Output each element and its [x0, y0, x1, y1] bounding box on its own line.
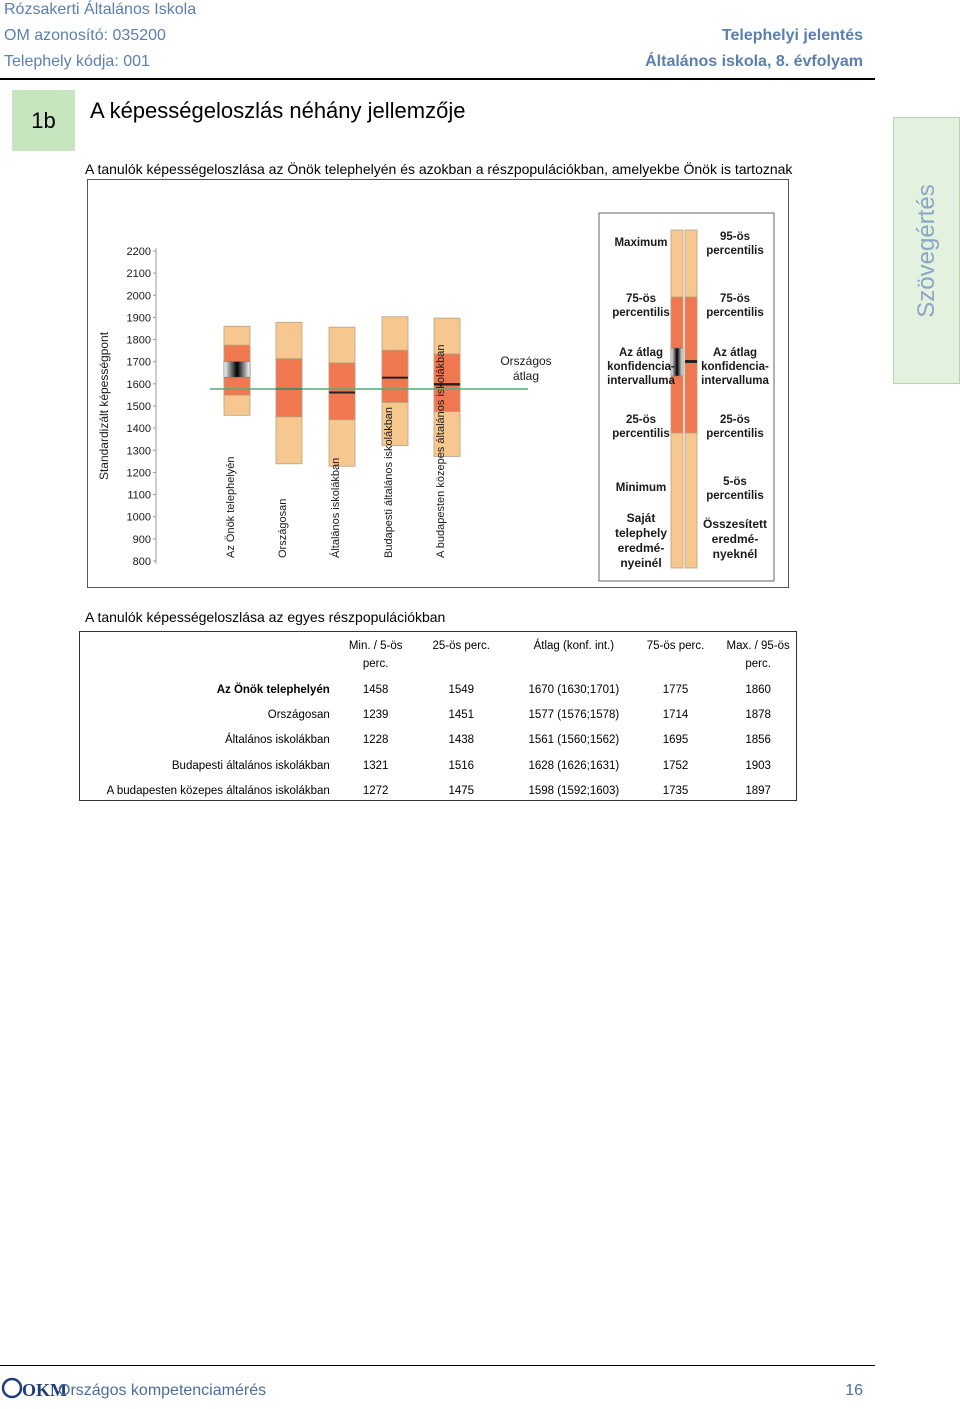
table-row: [80, 753, 796, 778]
y-tick-label: 1200: [126, 467, 151, 480]
table-cell: 1516: [448, 759, 475, 772]
table-cell: 1549: [448, 683, 475, 696]
legend-right-label: percentilis: [706, 307, 764, 319]
table-cell: 1897: [745, 784, 771, 797]
box-iqr: [276, 359, 302, 417]
school-name: Rózsakerti Általános Iskola: [4, 1, 197, 18]
legend-left-label: 75-ös: [625, 293, 657, 305]
table-cell: 1239: [362, 708, 389, 721]
table-cell: 1272: [362, 784, 389, 797]
school-level: Általános iskola, 8. évfolyam: [645, 53, 863, 70]
table-cell: 1598 (1592;1603): [528, 784, 620, 797]
okm-logo: [2, 1370, 67, 1406]
report-type: Telephelyi jelentés: [721, 27, 863, 44]
data-table: [80, 637, 796, 803]
y-tick-label: 1300: [126, 445, 151, 458]
legend-left-label: Minimum: [615, 482, 667, 494]
table-cell: 1321: [362, 759, 389, 772]
legend-bar-inner: [685, 297, 697, 433]
category-label: A budapesten közepes általános iskolákban: [435, 344, 447, 558]
box-iqr: [329, 363, 355, 420]
table-row: [80, 728, 796, 753]
legend-right-label: konfidencia-: [701, 361, 769, 373]
row-label: A budapesten közepes általános iskolákban: [106, 784, 330, 797]
legend-left-label: percentilis: [612, 307, 670, 319]
table-header: 75-ös perc.: [646, 640, 705, 652]
header-divider: [0, 78, 875, 80]
y-tick-label: 1800: [126, 334, 151, 347]
legend-right-label: Az átlag: [712, 347, 758, 359]
y-tick-label: 2000: [126, 290, 151, 303]
table-cell: 1735: [662, 784, 689, 797]
y-tick-label: 1100: [127, 489, 151, 502]
table-cell: 1903: [745, 759, 771, 772]
y-tick-label: 800: [132, 556, 151, 568]
legend-left-footer: telephely: [614, 526, 668, 540]
y-tick-label: 2200: [126, 246, 151, 258]
table-header-row: [80, 637, 796, 677]
category-label: Országosan: [277, 498, 289, 558]
y-tick-label: 1500: [126, 401, 151, 413]
legend-left-label: 25-ös: [625, 414, 657, 426]
box-ci: [329, 391, 355, 393]
table-caption: A tanulók képességeloszlása az egyes részpopulációkban: [85, 609, 446, 625]
legend-right-label: percentilis: [706, 428, 764, 440]
table-cell: 1670 (1630;1701): [528, 683, 620, 696]
table-cell: 1451: [448, 708, 475, 721]
legend-bar-ci: [685, 360, 697, 363]
y-tick-label: 1900: [126, 312, 151, 325]
table-header: Max. / 95-ös perc.: [726, 640, 790, 670]
distribution-table: [79, 631, 797, 801]
table-cell: 1561 (1560;1562): [528, 734, 620, 747]
y-tick-label: 900: [132, 533, 151, 546]
legend-right-footer: eredmé-: [711, 532, 759, 546]
legend-left-label: konfidencia-: [607, 361, 675, 373]
legend-right-footer: nyeknél: [712, 547, 758, 561]
y-tick-label: 2100: [126, 268, 151, 281]
table-row: [80, 677, 796, 702]
table-cell: 1775: [662, 683, 689, 696]
table-cell: 1695: [662, 734, 689, 747]
category-label: Budapesti általános iskolákban: [383, 406, 395, 558]
legend-right-label: 25-ös: [719, 414, 751, 426]
section-number: 1b: [12, 90, 75, 151]
table-cell: 1714: [662, 708, 689, 721]
table-cell: 1628 (1626;1631): [528, 759, 620, 772]
section-title: A képességeloszlás néhány jellemzője: [90, 98, 466, 123]
legend-left-footer: eredmé-: [617, 541, 665, 555]
legend-left-label: Maximum: [614, 237, 668, 249]
category-label: Általános iskolákban: [330, 457, 342, 558]
table-cell: 1878: [745, 708, 771, 721]
y-tick-label: 1700: [126, 356, 151, 369]
legend-left-label: Az átlag: [618, 347, 664, 359]
table-header: Min. / 5-ös perc.: [348, 640, 403, 670]
box-iqr: [382, 350, 408, 402]
legend-right-label: percentilis: [706, 490, 764, 502]
chart-svg: [88, 180, 790, 589]
row-label: Az Önök telephelyén: [216, 683, 330, 696]
box-ci: [224, 361, 250, 377]
box-ci: [382, 377, 408, 379]
row-label: Országosan: [267, 708, 330, 721]
y-axis-label: Standardizált képességpont: [97, 331, 111, 481]
legend-right-label: 75-ös: [719, 293, 751, 305]
table-row: [80, 778, 796, 803]
table-cell: 1577 (1576;1578): [528, 708, 620, 721]
side-tab-label: Szövegértés: [912, 183, 940, 318]
y-tick-label: 1400: [126, 423, 151, 436]
row-label: Budapesti általános iskolákban: [171, 759, 330, 772]
legend-left-label: intervalluma: [607, 375, 675, 387]
footer-divider: [0, 1365, 875, 1366]
table-cell: 1438: [448, 734, 475, 747]
logo-text: OKM: [22, 1380, 67, 1400]
category-label: Az Önök telephelyén: [225, 456, 237, 558]
y-tick-label: 1600: [126, 378, 151, 391]
y-tick-label: 1000: [126, 511, 151, 524]
side-tab-reading[interactable]: [893, 117, 960, 384]
table-cell: 1860: [745, 683, 771, 696]
table-cell: 1856: [745, 734, 771, 747]
legend-left-footer: Saját: [626, 511, 656, 525]
chart-caption: A tanulók képességeloszlása az Önök telephelyén és azokban a részpopulációkban, amelyekbe Önök is tartoznak: [85, 161, 793, 177]
legend-left-label: percentilis: [612, 428, 670, 440]
site-code: Telephely kódja: 001: [4, 53, 150, 70]
table-row: [80, 702, 796, 727]
legend-right-label: intervalluma: [701, 375, 769, 387]
legend-right-label: 95-ös: [719, 231, 751, 243]
table-cell: 1458: [362, 683, 389, 696]
page-number: 16: [845, 1382, 863, 1399]
national-average-label: átlag: [512, 369, 540, 383]
table-header: Átlag (konf. int.): [533, 640, 615, 652]
table-cell: 1228: [362, 734, 389, 747]
table-cell: 1752: [662, 759, 689, 772]
table-header: [80, 637, 346, 677]
footer-org: Országos kompetenciamérés: [58, 1382, 267, 1399]
legend-right-label: 5-ös: [723, 476, 747, 488]
table-header: 25-ös perc.: [432, 640, 490, 652]
national-average-label: Országos: [500, 354, 552, 368]
legend-right-footer: Összesített: [702, 517, 768, 531]
legend-left-footer: nyeinél: [620, 556, 662, 570]
row-label: Általános iskolákban: [224, 734, 330, 747]
om-id: OM azonosító: 035200: [4, 27, 166, 44]
table-cell: 1475: [448, 784, 475, 797]
legend-right-label: percentilis: [706, 245, 764, 257]
distribution-chart: [87, 179, 789, 588]
